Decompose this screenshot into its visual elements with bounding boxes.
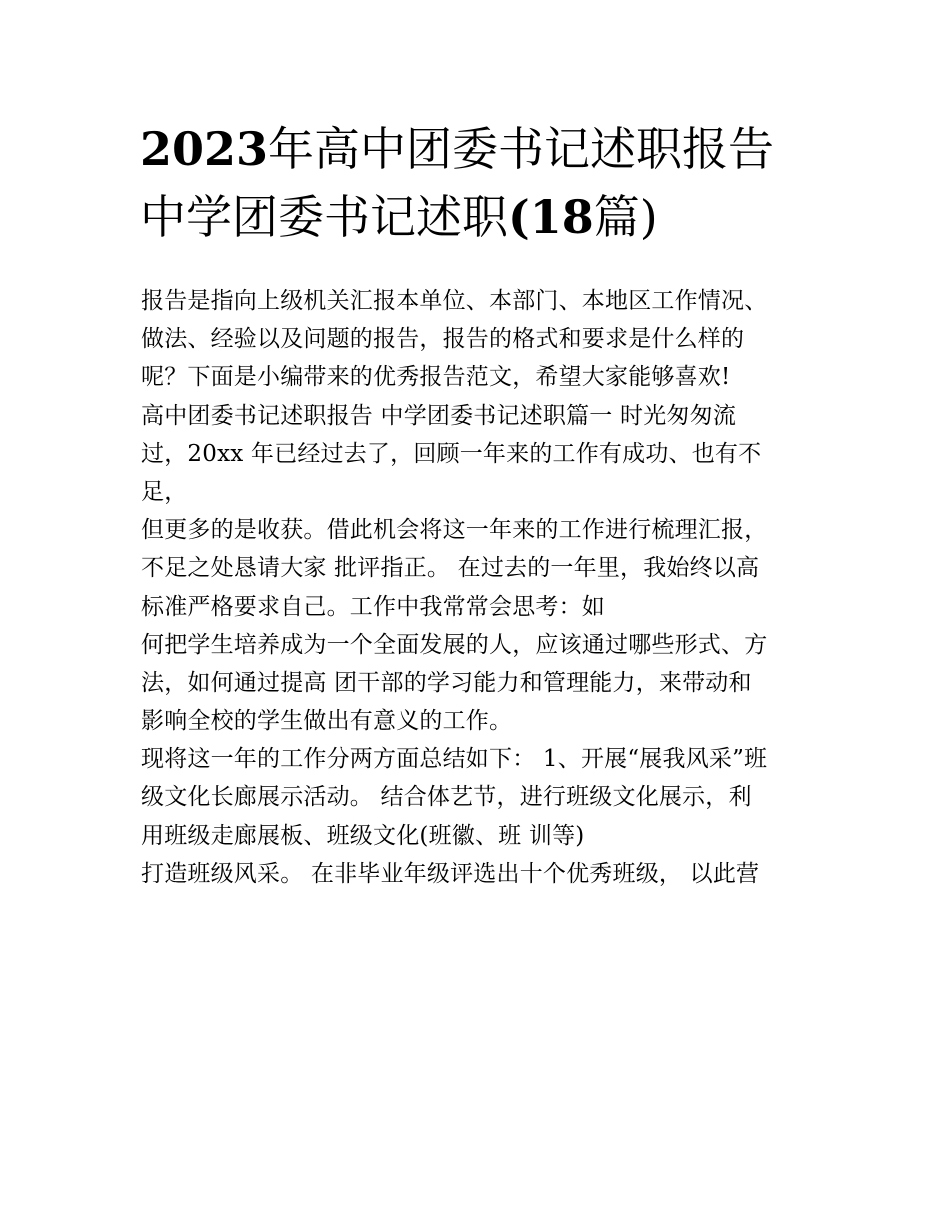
body-line: 现将这一年的工作分两方面总结如下： 1、开展“展我风采”班 xyxy=(141,746,768,773)
title-year: 2023 xyxy=(140,122,269,176)
title-main: 年高中团委书记述职报告 xyxy=(268,122,775,176)
title-line-1 xyxy=(140,115,840,183)
title-subtitle: 中学团委书记述职 xyxy=(140,190,508,244)
body-line: 法，如何通过提高 团干部的学习能力和管理能力，来带动和 xyxy=(141,669,752,696)
body-line: 不足之处恳请大家 批评指正。 在过去的一年里，我始终以高 xyxy=(141,555,760,582)
body-line: 报告是指向上级机关汇报本单位、本部门、本地区工作情况、 xyxy=(141,288,768,314)
body-line: 何把学生培养成为一个全面发展的人，应该通过哪些形式、方 xyxy=(141,631,768,658)
body-line: 呢？下面是小编带来的优秀报告范文，希望大家能够喜欢! xyxy=(141,364,731,391)
title-line-2 xyxy=(140,183,840,251)
body-line: 但更多的是收获。借此机会将这一年来的工作进行梳理汇报， xyxy=(141,517,768,544)
body-line: 用班级走廊展板、班级文化(班徽、班 训等) xyxy=(141,822,585,849)
body-line: 过，20xx 年已经过去了，回顾一年来的工作有成功、也有不 xyxy=(141,440,762,467)
body-line: 级文化长廊展示活动。 结合体艺节，进行班级文化展示，利 xyxy=(141,784,752,811)
body-line: 足， xyxy=(141,478,188,505)
body-line: 标准严格要求自己。工作中我常常会思考：如 xyxy=(141,593,605,620)
document-title xyxy=(140,115,840,251)
title-count-unit: 篇) xyxy=(593,190,658,244)
title-count: (18 xyxy=(508,190,594,244)
body-line: 做法、经验以及问题的报告，报告的格式和要求是什么样的 xyxy=(141,326,745,353)
body-line: 打造班级风采。 在非毕业年级评选出十个优秀班级， 以此营 xyxy=(141,860,760,887)
document-body xyxy=(141,282,831,893)
body-line: 高中团委书记述职报告 中学团委书记述职篇一 时光匆匆流 xyxy=(141,402,737,429)
body-line: 影响全校的学生做出有意义的工作。 xyxy=(141,708,513,735)
